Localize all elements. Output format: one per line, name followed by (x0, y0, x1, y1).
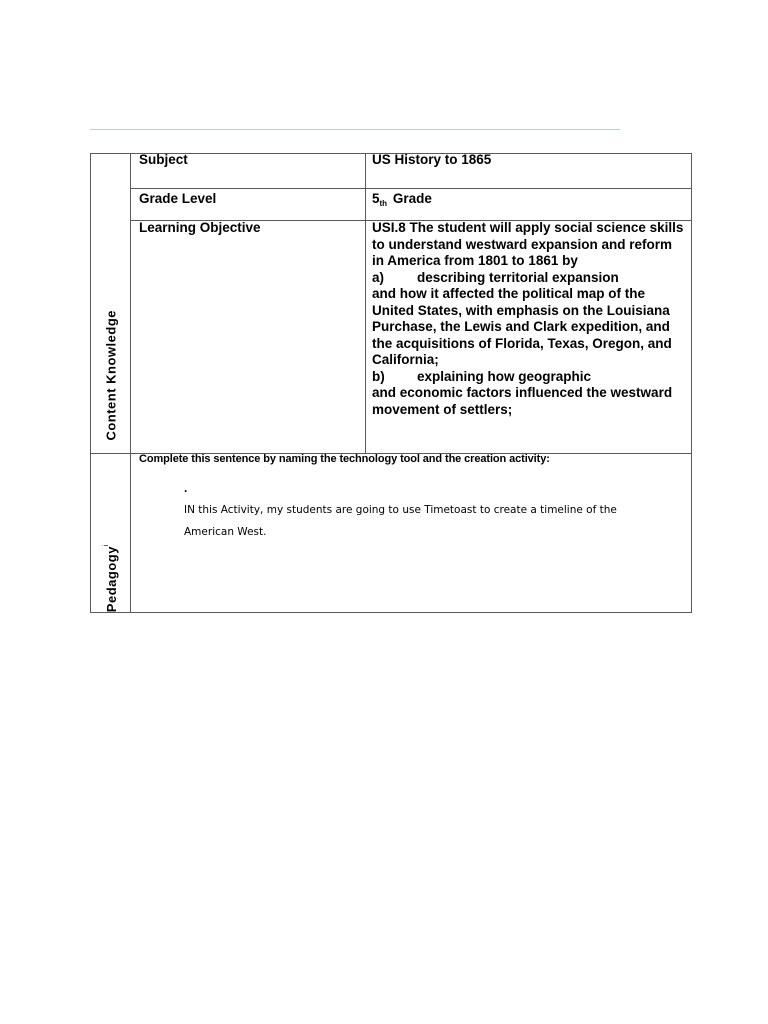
pedagogy-label: Pedagogy (103, 545, 119, 612)
objective-item-a-first-line: describing territorial expansion (417, 269, 619, 285)
subject-label-cell (131, 154, 366, 189)
pedagogy-answer: IN this Activity, my students are going to use Timetoast to create a timeline of the American West. (184, 504, 617, 538)
grade-level-label: Grade Level (139, 191, 217, 206)
pedagogy-row (91, 454, 692, 613)
subject-row (91, 154, 692, 189)
grade-level-row (91, 189, 692, 221)
objective-item-b-first-line: explaining how geographic (417, 368, 592, 384)
grade-ordinal-suffix: th (379, 199, 388, 208)
content-knowledge-side-cell (91, 154, 131, 454)
grade-level-value-cell (366, 189, 692, 221)
objective-item-marker: a) (372, 269, 385, 285)
learning-objective-label-cell (131, 221, 366, 454)
subject-label: Subject (139, 152, 188, 167)
grade-number: 5 (372, 191, 380, 206)
pedagogy-side-cell (91, 454, 131, 613)
grade-level-label-cell (131, 189, 366, 221)
lesson-plan-table (90, 153, 692, 613)
learning-objective-label: Learning Objective (139, 220, 261, 235)
objective-item-marker: b) (372, 368, 385, 384)
pedagogy-footnote-mark: i (102, 543, 110, 546)
learning-objective-value-cell (366, 221, 692, 454)
subject-value-cell (366, 154, 692, 189)
grade-word: Grade (392, 191, 432, 206)
objective-item-a-rest: and how it affected the political map of the United States, with emphasis on the Louisiana Purchase, the Lewis and Clark expedition, and the acquisitions of Florida, Texas, Oregon, and California; (372, 286, 672, 367)
objective-item-a (372, 270, 685, 287)
content-knowledge-label: Content Knowledge (103, 310, 118, 441)
learning-objective-row (91, 221, 692, 454)
subject-value: US History to 1865 (372, 152, 492, 167)
learning-objective-intro: USI.8 The student will apply social science skills to understand westward expansion and reform in America from 1801 to 1861 by (372, 220, 684, 268)
header-rule (90, 129, 620, 130)
objective-item-b-rest: and economic factors influenced the westward movement of settlers; (372, 385, 673, 417)
pedagogy-content-cell (131, 454, 692, 613)
objective-item-b (372, 369, 685, 386)
pedagogy-bullet: . (184, 481, 188, 495)
pedagogy-prompt: Complete this sentence by naming the technology tool and the creation activity: (139, 453, 550, 465)
